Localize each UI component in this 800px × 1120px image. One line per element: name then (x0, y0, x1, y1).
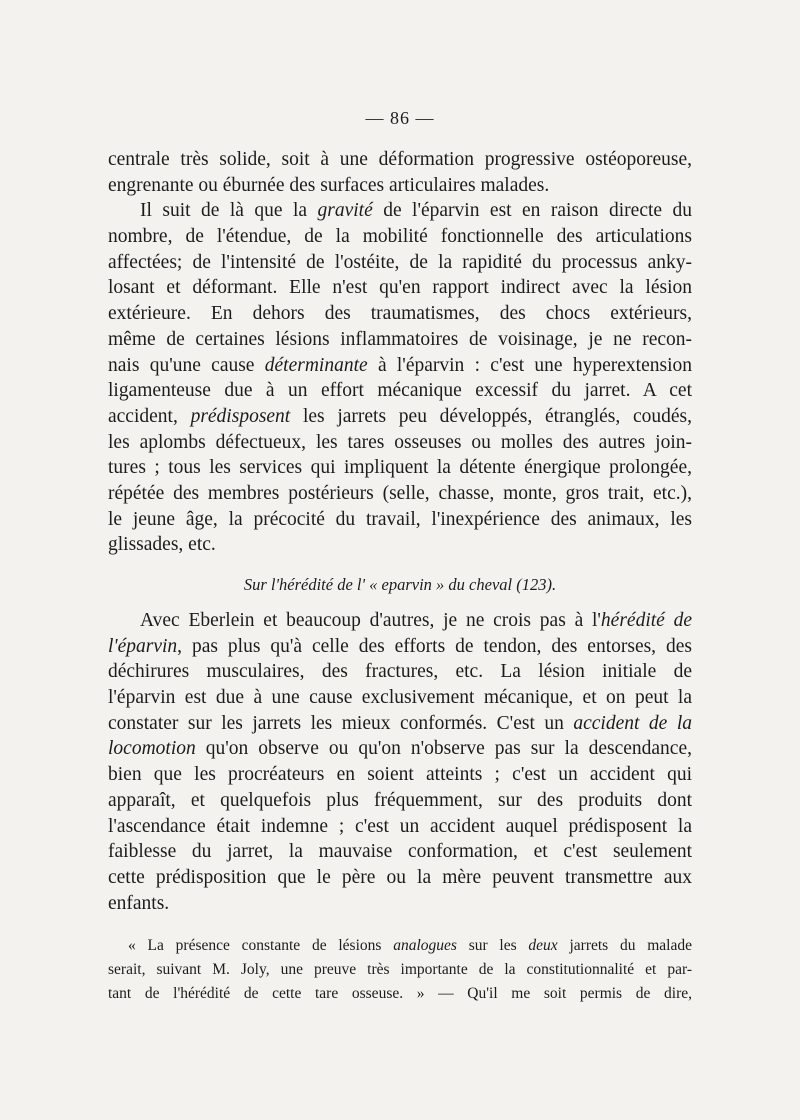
paragraph-1 (108, 147, 692, 198)
page-number: — 86 — (365, 108, 435, 128)
text-line: accident, prédisposent les jarrets peu développés, étranglés, coudés, (108, 405, 692, 427)
text-line: enfants. (108, 892, 170, 914)
text-line: « La présence constante de lésions analogues sur les deux jarrets du malade (128, 937, 692, 954)
text-line: glissades, etc. (108, 534, 216, 556)
footnote (108, 934, 692, 1006)
text-line: affectées; de l'intensité de l'ostéite, de la rapidité du processus anky- (108, 251, 692, 273)
text-line: Avec Eberlein et beaucoup d'autres, je ne crois pas à l'hérédité de (140, 610, 692, 631)
text-line: nombre, de l'étendue, de la mobilité fonctionnelle des articulations (108, 226, 692, 248)
text-line: engrenante ou éburnée des surfaces articulaires malades. (108, 174, 550, 196)
text-line: extérieure. En dehors des traumatismes, des chocs extérieurs, (108, 303, 692, 325)
text-line: locomotion qu'on observe ou qu'on n'observe pas sur la descendance, (108, 738, 692, 760)
text-line: centrale très solide, soit à une déformation progressive ostéoporeuse, (108, 149, 692, 170)
text-line: faiblesse du jarret, la mauvaise conformation, et c'est seulement (108, 841, 692, 863)
text-line: répétée des membres postérieurs (selle, chasse, monte, gros trait, etc.), (108, 482, 692, 504)
text-line: Il suit de là que la gravité de l'éparvin est en raison directe du (140, 200, 692, 222)
text-line: l'éparvin est due à une cause exclusivement mécanique, et on peut la (108, 687, 692, 709)
body-text-lower (108, 608, 692, 916)
text-line: ligamenteuse due à un effort mécanique excessif du jarret. A cet (108, 380, 692, 402)
text-line: tures ; tous les services qui impliquent la détente énergique prolongée, (108, 457, 692, 479)
text-line: le jeune âge, la précocité du travail, l'inexpérience des animaux, les (108, 508, 692, 530)
text-line: l'éparvin, pas plus qu'à celle des efforts de tendon, des entorses, des (108, 635, 692, 657)
text-line: l'ascendance était indemne ; c'est un accident auquel prédisposent la (108, 815, 692, 837)
text-line: tant de l'hérédité de cette tare osseuse. » — Qu'il me soit permis de dire, (108, 985, 692, 1002)
text-line: losant et déformant. Elle n'est qu'en rapport indirect avec la lésion (108, 277, 692, 299)
text-line: constater sur les jarrets les mieux conformés. C'est un accident de la (108, 712, 692, 734)
text-line: serait, suivant M. Joly, une preuve très importante de la constitutionnalité et par- (108, 961, 692, 978)
paragraph-2 (108, 198, 692, 558)
text-line: cette prédisposition que le père ou la mère peuvent transmettre aux (108, 866, 692, 888)
text-line: même de certaines lésions inflammatoires de voisinage, je ne recon- (108, 328, 692, 350)
text-line: nais qu'une cause déterminante à l'éparvin : c'est une hyperextension (108, 354, 692, 376)
text-line: déchirures musculaires, des fractures, etc. La lésion initiale de (108, 661, 692, 683)
text-line: apparaît, et quelquefois plus fréquemment, sur des produits dont (108, 789, 692, 811)
body-text-upper (108, 147, 692, 558)
text-line: les aplombs défectueux, les tares osseuses ou molles des autres join- (108, 431, 692, 453)
paragraph-3 (108, 608, 692, 916)
text-line: bien que les procréateurs en soient atteints ; c'est un accident qui (108, 764, 692, 786)
section-heading: Sur l'hérédité de l' « eparvin » du cheval (123). (243, 575, 557, 594)
